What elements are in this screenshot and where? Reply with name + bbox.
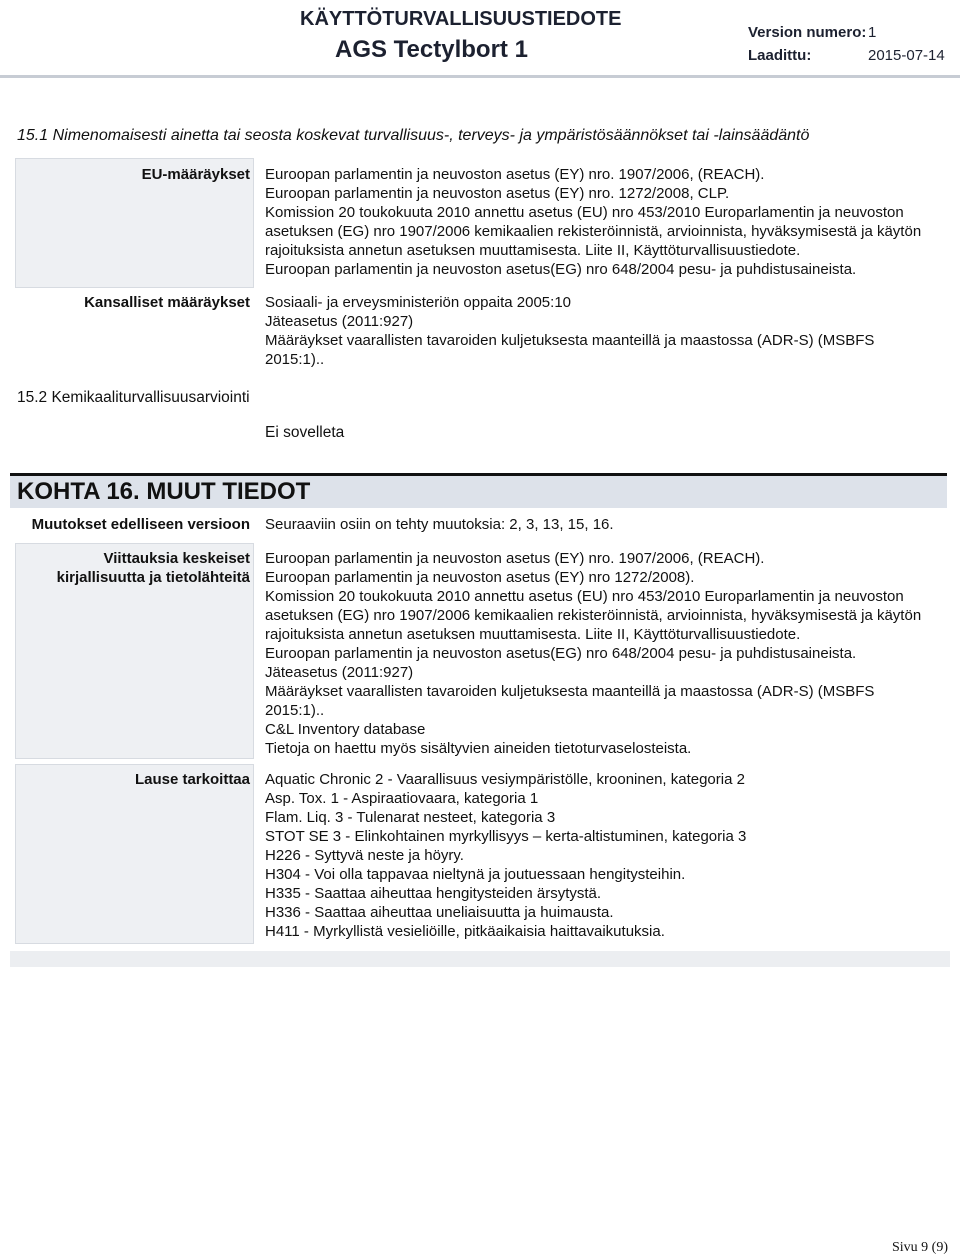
phrases-label-box — [15, 764, 254, 944]
reference-line: Tietoja on haettu myös sisältyvien aineiden tietoturvaselosteista. — [265, 740, 692, 757]
national-line: 2015:1).. — [265, 351, 325, 368]
section-16-title: KOHTA 16. MUUT TIEDOT — [17, 478, 311, 505]
changes-label: Muutokset edelliseen versioon — [31, 516, 250, 533]
national-line: Määräykset vaarallisten tavaroiden kuljetuksesta maanteillä ja maastossa (ADR-S) (MSBFS — [265, 332, 875, 349]
eu-line: Komission 20 toukokuuta 2010 annettu asetus (EU) nro 453/2010 Europarlamentin ja neuvoston — [265, 204, 904, 221]
version-row — [748, 24, 877, 41]
references-label-line: kirjallisuutta ja tietolähteitä — [56, 569, 250, 586]
phrases-label: Lause tarkoittaa — [134, 771, 250, 788]
eu-line: Euroopan parlamentin ja neuvoston asetus (EY) nro. 1907/2006, (REACH). — [265, 166, 765, 183]
phrase-line: H411 - Myrkyllistä vesieliöille, pitkäaikaisia haittavaikutuksia. — [265, 923, 665, 940]
reference-line: asetuksen (EG) nro 1907/2006 kemikaalien rekisteröinnistä, arvioinnista, hyväksymisestä ja käytön — [265, 607, 922, 624]
eu-line: Euroopan parlamentin ja neuvoston asetus (EY) nro. 1272/2008, CLP. — [265, 185, 730, 202]
section-15-2-text: Ei sovelleta — [265, 424, 345, 441]
eu-regulations-text — [265, 165, 921, 279]
section-15-1-title: 15.1 Nimenomaisesti ainetta tai seosta koskevat turvallisuus-, terveys- ja ympäristösäännökset tai -lainsäädäntö — [17, 127, 810, 144]
reference-line: Komission 20 toukokuuta 2010 annettu asetus (EU) nro 453/2010 Europarlamentin ja neuvoston — [265, 588, 904, 605]
phrase-line: H304 - Voi olla tappavaa nieltynä ja joutuessaan hengitysteihin. — [265, 866, 686, 883]
reference-line: 2015:1).. — [265, 702, 325, 719]
phrase-line: STOT SE 3 - Elinkohtainen myrkyllisyys – kerta-altistuminen, kategoria 3 — [265, 828, 747, 845]
phrase-line: H336 - Saattaa aiheuttaa uneliaisuutta ja huimausta. — [265, 904, 614, 921]
reference-line: Euroopan parlamentin ja neuvoston asetus (EY) nro. 1907/2006, (REACH). — [265, 550, 765, 567]
reference-line: Euroopan parlamentin ja neuvoston asetus(EG) nro 648/2004 pesu- ja puhdistusaineista. — [265, 645, 857, 662]
date-label: Laadittu: — [748, 47, 812, 64]
reference-line: Määräykset vaarallisten tavaroiden kuljetuksesta maanteillä ja maastossa (ADR-S) (MSBFS — [265, 683, 875, 700]
date-value: 2015-07-14 — [868, 47, 945, 64]
document-title: KÄYTTÖTURVALLISUUSTIEDOTE — [300, 8, 622, 30]
eu-label: EU-määräykset — [141, 166, 250, 183]
eu-line: rajoituksista annetun asetuksen muuttamisesta. Liite II, Käyttöturvallisuustiedote. — [265, 242, 801, 259]
date-row — [748, 47, 945, 64]
changes-text: Seuraaviin osiin on tehty muutoksia: 2, 3, 13, 15, 16. — [265, 516, 614, 533]
reference-line: rajoituksista annetun asetuksen muuttamisesta. Liite II, Käyttöturvallisuustiedote. — [265, 626, 801, 643]
national-regulations-text — [265, 293, 874, 369]
national-line: Jäteasetus (2011:927) — [265, 313, 414, 330]
version-value: 1 — [868, 24, 877, 41]
reference-line: Euroopan parlamentin ja neuvoston asetus (EY) nro 1272/2008). — [265, 569, 695, 586]
references-text — [265, 549, 921, 758]
bottom-divider — [10, 951, 950, 967]
national-line: Sosiaali- ja erveysministeriön oppaita 2005:10 — [265, 294, 572, 311]
reference-line: C&L Inventory database — [265, 721, 426, 738]
header-divider — [0, 75, 960, 78]
section-15-2-title: 15.2 Kemikaaliturvallisuusarviointi — [17, 389, 250, 406]
reference-line: Jäteasetus (2011:927) — [265, 664, 414, 681]
page-number: Sivu 9 (9) — [892, 1240, 948, 1255]
eu-line: Euroopan parlamentin ja neuvoston asetus(EG) nro 648/2004 pesu- ja puhdistusaineista. — [265, 261, 857, 278]
eu-line: asetuksen (EG) nro 1907/2006 kemikaalien rekisteröinnistä, arvioinnista, hyväksymisestä ja käytön — [265, 223, 922, 240]
references-label — [57, 549, 250, 587]
version-label: Version numero: — [748, 24, 867, 41]
phrase-line: Asp. Tox. 1 - Aspiraatiovaara, kategoria 1 — [265, 790, 539, 807]
references-label-line: Viittauksia keskeiset — [103, 550, 250, 567]
national-label: Kansalliset määräykset — [84, 294, 250, 311]
phrases-text — [265, 770, 746, 941]
phrase-line: H226 - Syttyvä neste ja höyry. — [265, 847, 464, 864]
product-name: AGS Tectylbort 1 — [335, 36, 528, 63]
phrase-line: Flam. Liq. 3 - Tulenarat nesteet, kategoria 3 — [265, 809, 556, 826]
phrase-line: H335 - Saattaa aiheuttaa hengitysteiden ärsytystä. — [265, 885, 602, 902]
phrase-line: Aquatic Chronic 2 - Vaarallisuus vesiympäristölle, krooninen, kategoria 2 — [265, 771, 745, 788]
